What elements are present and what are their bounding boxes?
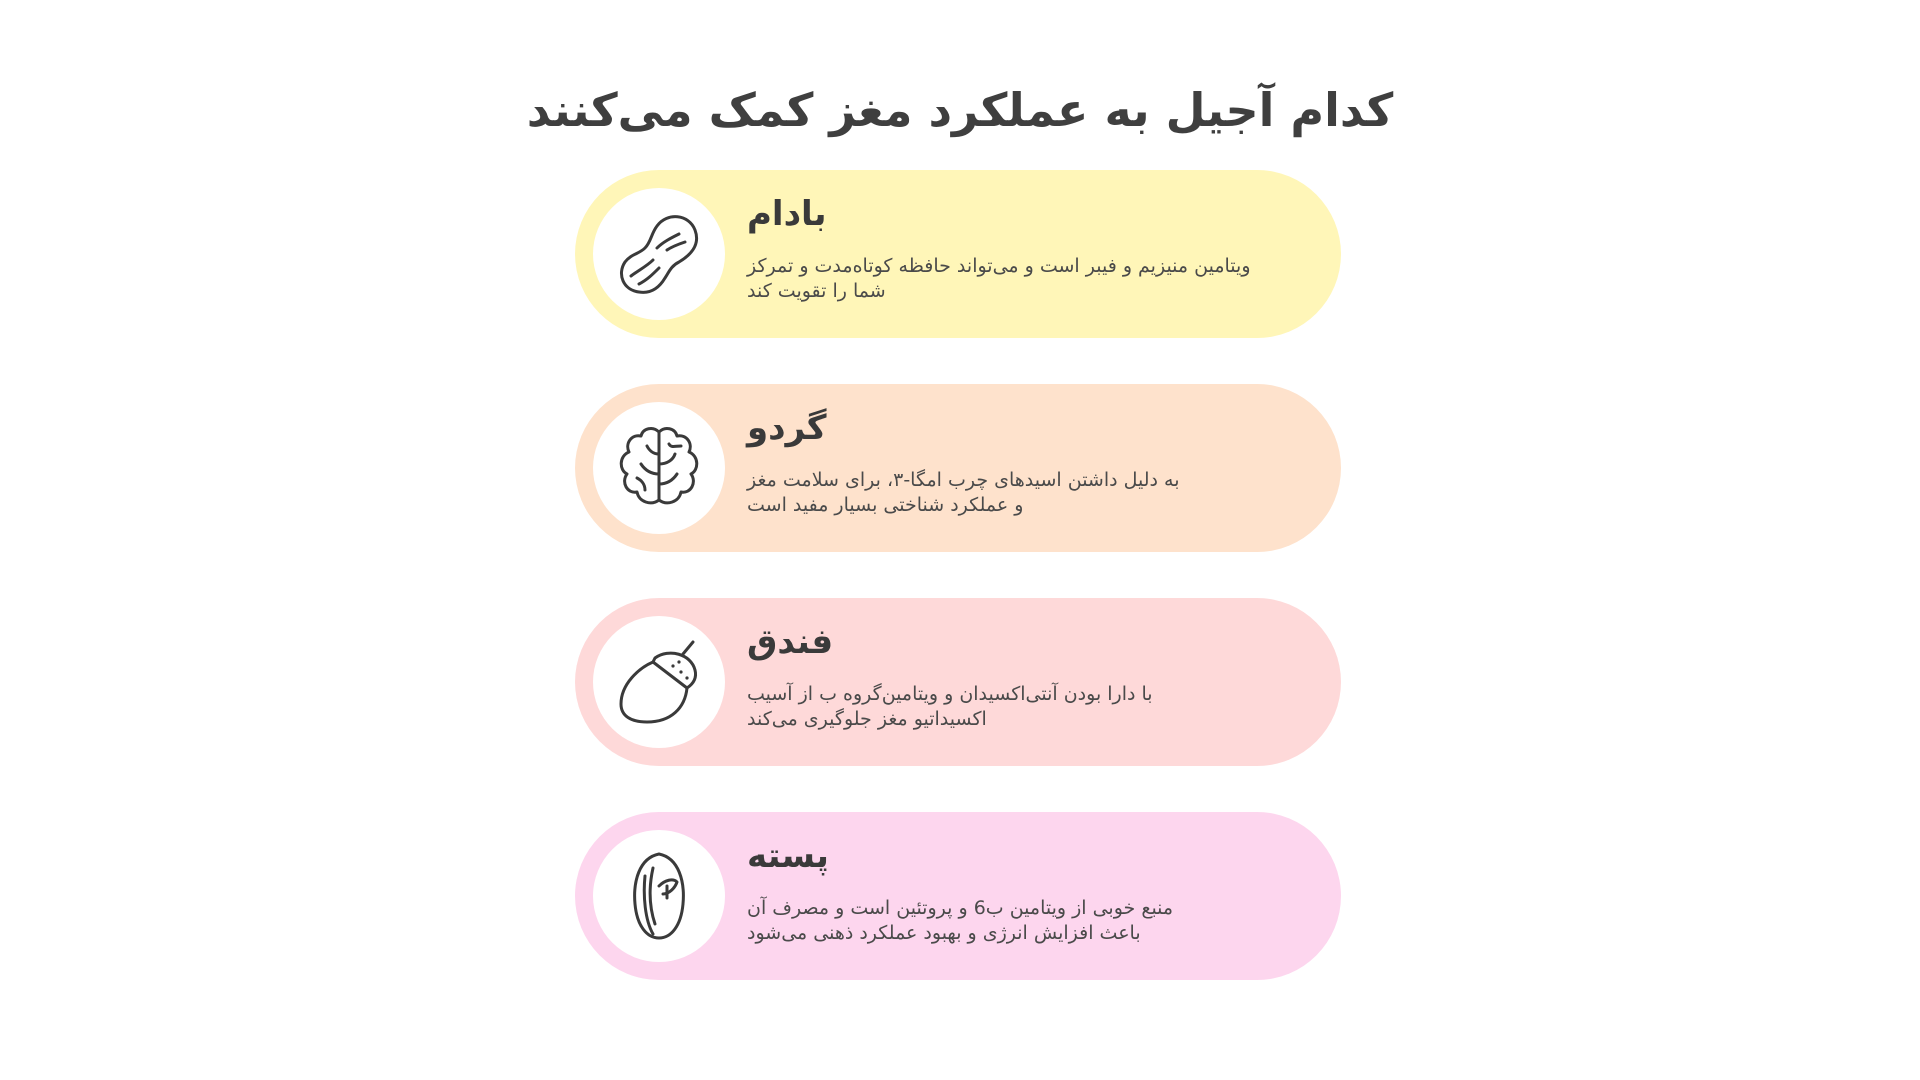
description-line: شما را تقویت کند [747,280,886,302]
page-title: کدام آجیل به عملکرد مغز کمک می‌کنند [526,83,1394,137]
description-line: باعث افزایش انرژی و بهبود عملکرد ذهنی می‌شود [747,922,1141,944]
icon-badge [593,188,725,320]
nut-card-pistachio [575,812,1341,980]
description-line: ویتامین منیزیم و فیبر است و می‌تواند حافظه کوتاه‌مدت و تمرکز [747,255,1251,277]
nut-name: بادام [747,194,827,234]
description-line: منبع خوبی از ویتامین ب6 و پروتئین است و مصرف آن [747,897,1174,919]
nut-card-almond [575,170,1341,338]
icon-badge [593,830,725,962]
nut-name: پسته [747,836,829,876]
brain-icon [609,418,709,518]
pistachio-icon [609,846,709,946]
description-line: با دارا بودن آنتی‌اکسیدان و ویتامین‌گروه ب از آسیب [747,683,1153,705]
nut-description [747,468,1307,518]
icon-badge [593,402,725,534]
description-line: و عملکرد شناختی بسیار مفید است [747,494,1024,516]
nut-description [747,254,1307,304]
nut-card-walnut [575,384,1341,552]
icon-badge [593,616,725,748]
nut-name: فندق [747,622,834,662]
nut-description [747,682,1307,732]
nut-name: گردو [747,408,827,448]
nut-description [747,896,1307,946]
description-line: به دلیل داشتن اسیدهای چرب امگا-۳، برای سلامت مغز [747,469,1180,491]
acorn-icon [609,632,709,732]
nut-card-hazelnut [575,598,1341,766]
peanut-icon [609,204,709,304]
description-line: اکسیداتیو مغز جلوگیری می‌کند [747,708,987,730]
